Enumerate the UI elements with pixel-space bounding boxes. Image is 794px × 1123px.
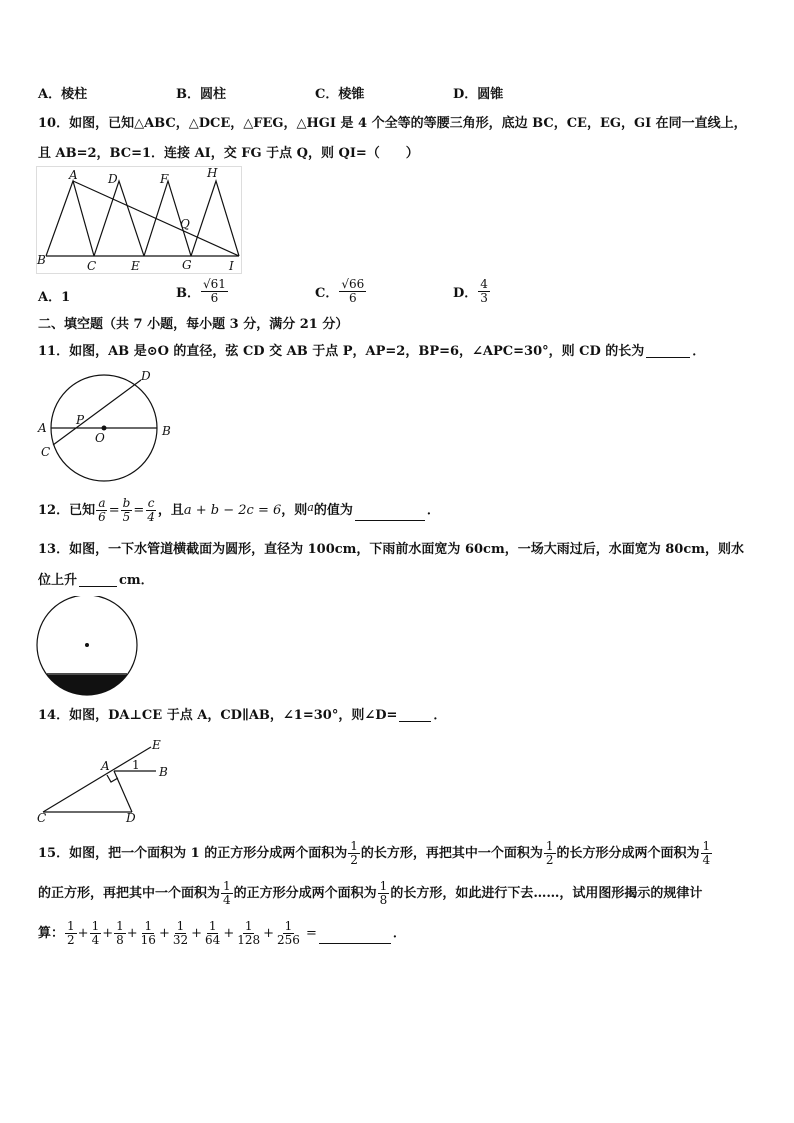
q15-l2-c: 的长方形，如此进行下去……，试用图形揭示的规律计 xyxy=(390,885,703,901)
q10-label-a: A xyxy=(69,168,78,182)
q15-l2-f2-num: 1 xyxy=(379,879,388,893)
q11-label-d: D xyxy=(141,369,151,383)
q15-l1-fraction-quarter xyxy=(701,840,713,867)
q11-label-b: B xyxy=(162,424,171,438)
q11-label-p: P xyxy=(76,413,85,427)
q15-term-6-den: 64 xyxy=(205,933,221,947)
q15-l3-a: 算： xyxy=(38,925,65,941)
q15-term-1 xyxy=(65,920,77,947)
q10-triangle-dce xyxy=(94,181,144,256)
q10-label-g: G xyxy=(182,258,192,272)
q10-option-c xyxy=(315,278,367,305)
q15-answer-blank[interactable] xyxy=(319,943,391,944)
q15-l2-fraction-quarter xyxy=(221,880,233,907)
q14-label-d: D xyxy=(126,811,136,825)
q15-plus-2: + xyxy=(102,925,114,941)
q12-prefix: 12．已知 xyxy=(38,502,96,518)
q13-pipe-figure xyxy=(36,596,142,698)
q10-option-c-den: 6 xyxy=(349,291,357,305)
q15-line2 xyxy=(38,880,702,907)
q10-option-b-fraction xyxy=(201,278,228,305)
q12-then: ，则 xyxy=(281,502,308,518)
q15-term-3-den: 8 xyxy=(116,933,124,947)
q15-term-6-num: 1 xyxy=(208,919,217,933)
q15-term-3 xyxy=(114,920,126,947)
q11-text-before: 11．如图，AB 是⊙O 的直径，弦 CD 交 AB 于点 P，AP=2，BP=6，∠APC=30°，则 CD 的长为 xyxy=(38,344,645,359)
q12-var: a xyxy=(307,500,314,514)
q12-fraction-a6 xyxy=(96,497,108,524)
q15-equals: = xyxy=(305,925,317,941)
q13-center-dot xyxy=(85,643,89,647)
q9-option-a: A．棱柱 xyxy=(38,87,88,102)
q14-label-c: C xyxy=(37,811,47,825)
q14-label-b: B xyxy=(159,765,168,779)
q14-text-before: 14．如图，DA⊥CE 于点 A，CD∥AB，∠1=30°，则∠D= xyxy=(38,708,398,723)
q15-plus-4: + xyxy=(158,925,170,941)
q12-f3-den: 4 xyxy=(147,510,155,524)
q10-option-c-fraction xyxy=(339,278,366,305)
q15-plus-3: + xyxy=(126,925,138,941)
q15-l1-fraction-half xyxy=(348,840,360,867)
q13-line1: 13．如图，一下水管道横截面为圆形，直径为 100cm，下雨前水面宽为 60cm，一场大雨过后，水面宽为 80cm，则水 xyxy=(38,542,744,557)
q15-end: ． xyxy=(392,925,406,941)
q10-triangle-abc xyxy=(46,181,94,256)
q15-plus-7: + xyxy=(263,925,275,941)
q11-text xyxy=(38,343,705,361)
q15-term-2 xyxy=(90,920,102,947)
q10-option-d-fraction xyxy=(478,278,490,305)
q15-term-5-den: 32 xyxy=(172,933,189,947)
q9-option-d: D．圆锥 xyxy=(453,87,504,102)
q10-label-b: B xyxy=(37,253,46,267)
q10-option-d-num: 4 xyxy=(480,277,488,291)
q11-circle-figure xyxy=(34,366,184,486)
q15-l1-f2-num: 1 xyxy=(545,839,554,853)
q14-label-e: E xyxy=(152,738,161,752)
q13-line2 xyxy=(38,572,154,590)
q13-line2-after: cm． xyxy=(119,573,154,588)
q15-term-4-num: 1 xyxy=(144,919,153,933)
q12-eq2: = xyxy=(133,502,145,518)
q15-l2-fraction-eighth xyxy=(378,880,390,907)
q15-line1 xyxy=(38,840,713,867)
q15-term-2-den: 4 xyxy=(91,933,100,947)
q15-line3 xyxy=(38,920,406,947)
q15-term-1-num: 1 xyxy=(67,919,75,933)
q15-plus-6: + xyxy=(223,925,235,941)
q10-label-f: F xyxy=(160,172,169,186)
q10-option-d-prefix: D． xyxy=(453,286,478,301)
q15-l1-f1-num: 1 xyxy=(350,839,358,853)
q9-option-c: C．棱锥 xyxy=(315,87,365,102)
q10-option-b-prefix: B． xyxy=(176,286,200,301)
q15-l1-f1-den: 2 xyxy=(350,853,358,867)
q15-term-5 xyxy=(171,920,190,947)
q12-f1-den: 6 xyxy=(98,510,106,524)
q15-l1-f3-num: 1 xyxy=(702,839,711,853)
q15-term-8-den: 256 xyxy=(277,933,300,947)
q10-option-c-prefix: C． xyxy=(315,286,339,301)
q15-term-5-num: 1 xyxy=(176,919,185,933)
q12-eq1: = xyxy=(108,502,120,518)
q10-label-e: E xyxy=(131,259,140,273)
q15-l1-c: 的长方形分成两个面积为 xyxy=(556,845,700,861)
q14-label-a: A xyxy=(101,759,110,773)
q12-f1-num: a xyxy=(98,496,106,510)
q10-option-b xyxy=(176,278,229,305)
q10-label-c: C xyxy=(87,259,97,273)
q10-triangles-figure xyxy=(36,166,242,274)
q13-answer-blank[interactable] xyxy=(79,586,117,587)
q15-plus-1: + xyxy=(77,925,89,941)
q15-plus-5: + xyxy=(191,925,203,941)
q10-line2: 且 AB=2，BC=1．连接 AI，交 FG 于点 Q，则 QI=（ ） xyxy=(38,146,419,161)
q15-term-4-den: 16 xyxy=(140,933,156,947)
q13-line2-before: 位上升 xyxy=(38,573,78,588)
q15-term-8 xyxy=(275,920,302,947)
q11-text-after: ． xyxy=(692,344,706,359)
q12-f2-den: 5 xyxy=(122,510,131,524)
q14-segment-ad xyxy=(114,771,132,812)
q15-l2-b: 的正方形分成两个面积为 xyxy=(233,885,377,901)
q15-l2-a: 的正方形，再把其中一个面积为 xyxy=(38,885,221,901)
q10-label-i: I xyxy=(229,259,234,273)
q15-l2-f2-den: 8 xyxy=(379,893,388,907)
q12-answer-blank[interactable] xyxy=(355,520,425,521)
q11-center-dot xyxy=(102,426,107,431)
q15-l2-f1-num: 1 xyxy=(223,879,231,893)
q15-l1-a: 15．如图，把一个面积为 1 的正方形分成两个面积为 xyxy=(38,845,348,861)
q12-mid: ，且 xyxy=(157,502,184,518)
q12-f2-num: b xyxy=(122,496,131,510)
q14-angle-figure xyxy=(34,736,184,826)
q15-term-4 xyxy=(139,920,158,947)
q11-answer-blank[interactable] xyxy=(646,357,690,358)
q12-end: ． xyxy=(426,502,440,518)
q11-label-c: C xyxy=(41,445,51,459)
q10-option-d xyxy=(453,278,491,305)
q15-term-7-num: 1 xyxy=(244,919,253,933)
q15-term-1-den: 2 xyxy=(67,933,75,947)
q10-line1: 10．如图，已知△ABC，△DCE，△FEG，△HGI 是 4 个全等的等腰三角形，底边 BC，CE，EG，GI 在同一直线上， xyxy=(38,116,747,131)
q15-term-7 xyxy=(235,920,262,947)
q11-label-o: O xyxy=(95,431,105,445)
q10-option-c-num: √66 xyxy=(341,277,365,291)
q10-label-q: Q xyxy=(180,217,190,231)
q10-label-h: H xyxy=(207,166,218,180)
q15-l1-fraction-half-2 xyxy=(544,840,556,867)
q10-option-a: A．1 xyxy=(38,290,71,305)
q14-text-after: ． xyxy=(433,708,447,723)
q11-label-a: A xyxy=(38,421,47,435)
q15-l1-f3-den: 4 xyxy=(702,853,711,867)
q15-l1-f2-den: 2 xyxy=(545,853,554,867)
q9-option-b: B．圆柱 xyxy=(176,87,226,102)
q12-f3-num: c xyxy=(147,496,155,510)
q12-fraction-c4 xyxy=(145,497,157,524)
q15-l2-f1-den: 4 xyxy=(223,893,231,907)
q15-term-2-num: 1 xyxy=(91,919,100,933)
q14-line-ce xyxy=(43,747,151,812)
q14-text xyxy=(38,707,446,725)
q10-option-b-num: √61 xyxy=(203,277,226,291)
q10-label-d: D xyxy=(108,172,118,186)
q12-equation: a + b − 2c = 6 xyxy=(183,502,282,518)
q15-term-3-num: 1 xyxy=(116,919,124,933)
q12-fraction-b5 xyxy=(121,497,133,524)
q10-option-b-den: 6 xyxy=(210,291,219,305)
q14-answer-blank[interactable] xyxy=(399,721,431,722)
section2-title: 二、填空题（共 7 小题，每小题 3 分，满分 21 分） xyxy=(38,317,349,332)
q12-suffix: 的值为 xyxy=(313,502,353,518)
q14-label-angle-1: 1 xyxy=(132,758,140,772)
q10-option-d-den: 3 xyxy=(480,291,488,305)
q15-term-8-num: 1 xyxy=(284,919,293,933)
q12-text xyxy=(38,497,440,524)
q15-l1-b: 的长方形，再把其中一个面积为 xyxy=(360,845,543,861)
q15-term-6 xyxy=(203,920,222,947)
q15-term-7-den: 128 xyxy=(237,933,261,947)
